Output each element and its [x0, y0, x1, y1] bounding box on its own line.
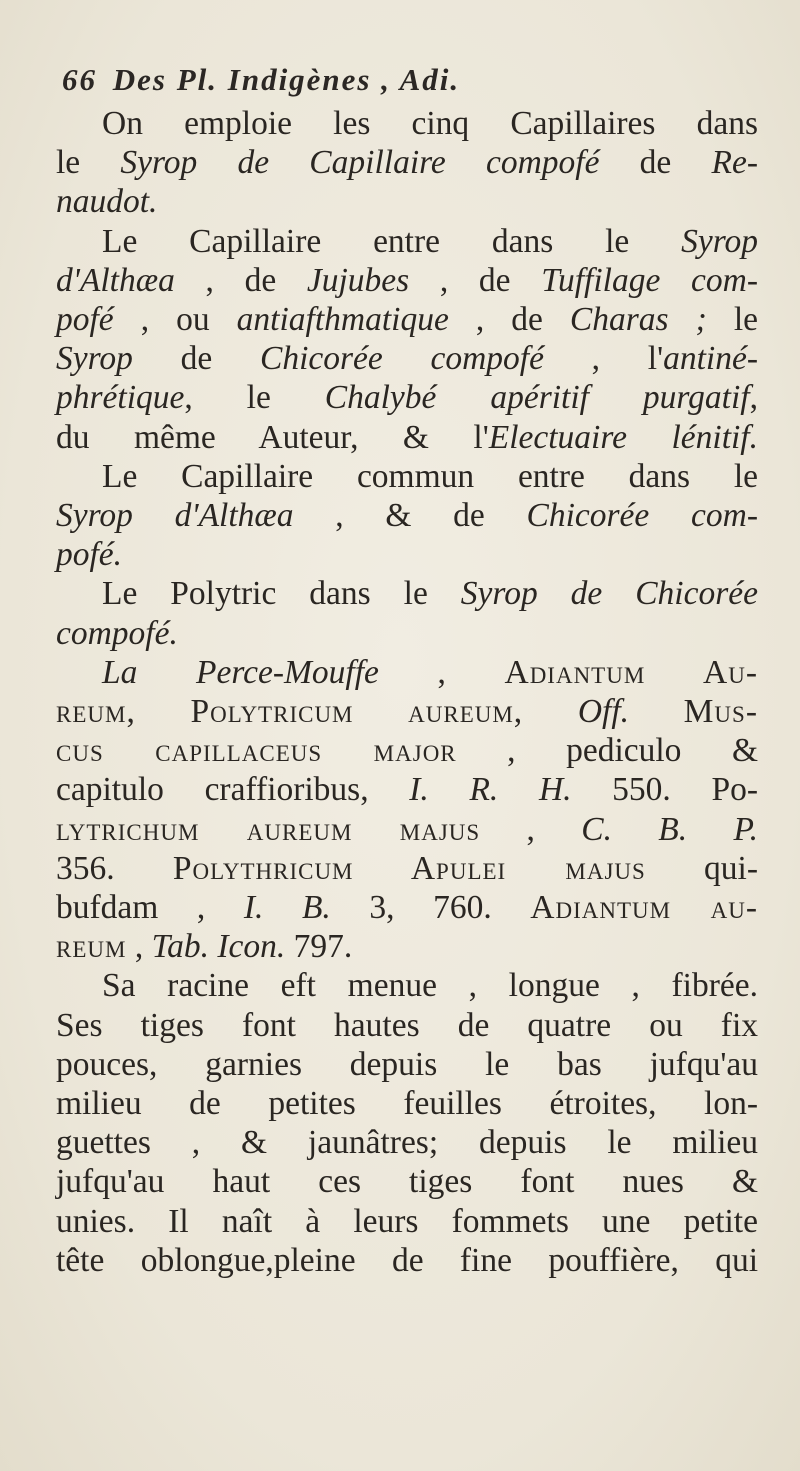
text-segment: reum, Polytricum aureum, — [56, 693, 578, 731]
text-line — [56, 418, 758, 457]
text-line — [56, 731, 758, 770]
text-line — [56, 378, 758, 417]
text-segment: unies. Il naît à leurs fommets une petite — [56, 1202, 758, 1240]
body-text — [56, 104, 758, 1280]
text-segment: , — [378, 653, 505, 691]
text-segment: Chicorée compofé — [259, 340, 544, 378]
text-segment: de — [132, 340, 260, 378]
text-line — [56, 614, 758, 653]
text-segment: bufdam , — [56, 889, 244, 927]
text-segment: Polythricum Apulei majus — [172, 849, 646, 887]
text-segment: Chicorée com- — [526, 497, 758, 535]
text-segment: du même Auteur, & l' — [56, 418, 489, 456]
text-segment: Mus- — [629, 693, 758, 731]
text-segment: Adiantum Au- — [504, 653, 759, 691]
text-segment: Sa racine eft menue , longue , fibrée. — [102, 967, 758, 1005]
text-segment: , — [126, 928, 152, 966]
text-segment: le — [56, 144, 121, 182]
text-segment: naudot. — [56, 183, 158, 221]
text-segment: Syrop de Chicorée — [460, 575, 758, 613]
text-segment: Ses tiges font hautes de quatre ou fix — [56, 1006, 758, 1044]
text-segment: d'Althæa — [56, 261, 175, 299]
text-segment: phrétique — [56, 379, 185, 417]
text-line — [56, 1241, 758, 1280]
text-segment: 550. Po- — [571, 771, 758, 809]
text-segment: 356. — [56, 849, 173, 887]
text-line — [56, 1202, 758, 1241]
text-segment: Le Polytric dans le — [102, 575, 461, 613]
text-segment: pofé — [56, 301, 114, 339]
text-segment: tête oblongue,pleine de fine pouffière, qui — [56, 1241, 758, 1279]
text-segment: capitulo craffioribus, — [56, 771, 410, 809]
text-segment: Electuaire lénitif. — [488, 418, 758, 456]
text-segment: , de — [409, 261, 542, 299]
text-line — [56, 927, 758, 966]
text-segment: 797. — [285, 928, 353, 966]
text-segment: Off. — [577, 693, 630, 731]
running-header — [62, 62, 762, 98]
text-segment: antiafthmatique — [236, 301, 449, 339]
text-line — [56, 104, 758, 143]
text-segment: Syrop — [681, 222, 758, 260]
text-line — [56, 1006, 758, 1045]
text-line — [56, 966, 758, 1005]
text-segment: 3, 760. — [330, 889, 531, 927]
text-segment: Jujubes — [306, 261, 410, 299]
text-line — [56, 692, 758, 731]
text-segment: , de — [448, 301, 570, 339]
text-segment: reum — [56, 928, 127, 966]
text-segment: Tuffilage com- — [541, 261, 758, 299]
text-segment: Adiantum au- — [530, 889, 759, 927]
text-segment: antiné- — [663, 340, 758, 378]
text-line — [56, 457, 758, 496]
text-segment: jufqu'au haut ces tiges font nues & — [56, 1163, 758, 1201]
text-segment: milieu de petites feuilles étroites, lon- — [56, 1085, 758, 1123]
text-segment: le — [706, 301, 758, 339]
text-segment: La Perce-Mouffe — [102, 653, 379, 691]
text-line — [56, 182, 758, 221]
text-segment: Chalybé apéritif purgatif — [324, 379, 750, 417]
text-segment: , pediculo & — [456, 732, 758, 770]
text-segment: , ou — [113, 301, 237, 339]
text-segment: Syrop de Capillaire compofé — [120, 144, 600, 182]
text-segment: , de — [174, 261, 307, 299]
page-number: 66 — [62, 62, 97, 97]
text-segment: Le Capillaire entre dans le — [102, 222, 682, 260]
text-segment: pofé. — [56, 536, 123, 574]
text-segment: compofé. — [56, 614, 178, 652]
text-line — [56, 1162, 758, 1201]
text-line — [56, 770, 758, 809]
text-segment: , — [480, 810, 582, 848]
text-segment: Tab. Icon. — [151, 928, 286, 966]
text-line — [56, 496, 758, 535]
text-line — [56, 143, 758, 182]
text-segment: I. R. H. — [409, 771, 572, 809]
text-line — [56, 535, 758, 574]
text-segment: , & de — [293, 497, 527, 535]
running-title: Des Pl. Indigènes , Adi. — [112, 62, 461, 97]
text-segment: , le — [184, 379, 325, 417]
text-segment: cus capillaceus major — [56, 732, 457, 770]
text-line — [56, 261, 758, 300]
text-line — [56, 1123, 758, 1162]
text-segment: Charas ; — [569, 301, 707, 339]
text-segment: On emploie les cinq Capillaires dans — [102, 105, 758, 142]
text-segment: pouces, garnies depuis le bas jufqu'au — [56, 1045, 758, 1083]
text-line — [56, 888, 758, 927]
text-line — [56, 339, 758, 378]
text-line — [56, 849, 758, 888]
text-segment: lytrichum aureum majus — [56, 810, 481, 848]
text-segment: Syrop d'Althæa — [56, 497, 294, 535]
text-line — [56, 1045, 758, 1084]
text-line — [56, 810, 758, 849]
text-segment: C. B. P. — [581, 810, 759, 848]
text-segment: , — [749, 379, 758, 417]
text-line — [56, 222, 758, 261]
text-line — [56, 300, 758, 339]
text-segment: qui- — [645, 849, 759, 887]
text-segment: Re- — [711, 144, 758, 182]
text-segment: , l' — [543, 340, 664, 378]
text-line — [56, 574, 758, 613]
text-line — [56, 653, 758, 692]
text-segment: guettes , & jaunâtres; depuis le milieu — [56, 1124, 758, 1162]
text-line — [56, 1084, 758, 1123]
text-segment: Syrop — [56, 340, 133, 378]
text-segment: Le Capillaire commun entre dans le — [102, 457, 758, 495]
text-segment: de — [599, 144, 712, 182]
text-segment: I. B. — [243, 889, 331, 927]
